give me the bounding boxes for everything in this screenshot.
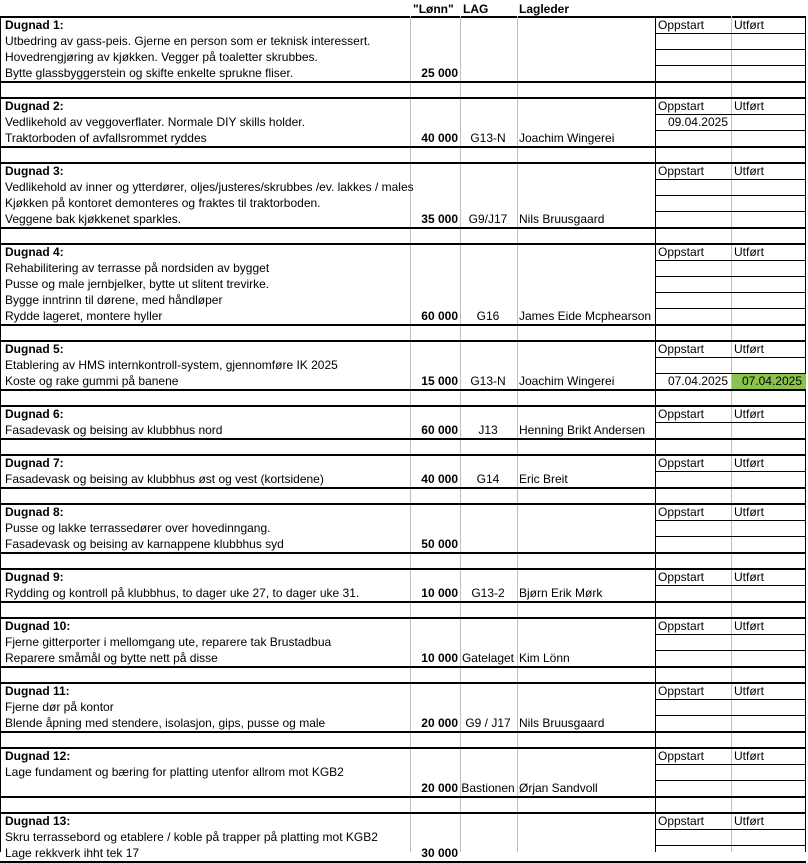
oppstart-label: Oppstart [658, 99, 705, 113]
header-lonn: "Lønn" [413, 2, 454, 16]
dugnad-title: Dugnad 3: [5, 164, 64, 178]
lag-value: G16 [476, 309, 500, 323]
utfort-date [732, 308, 806, 324]
dugnad-bottom-border [0, 227, 806, 229]
dugnad-title: Dugnad 11: [5, 684, 70, 698]
dugnad-task-line: Fjerne gitterporter i mellomgang ute, reparere tak Brustadbua [5, 635, 332, 649]
dugnad-line-row [0, 357, 808, 373]
dugnad-title-row [0, 341, 808, 357]
status-box-line [656, 536, 806, 537]
lagleder-value: Joachim Wingerei [519, 131, 615, 145]
dugnad-bottom-border [0, 389, 806, 391]
oppstart-label: Oppstart [658, 684, 705, 698]
dugnad-line-row [0, 650, 808, 666]
status-box-line [656, 780, 806, 781]
utfort-label: Utført [734, 245, 764, 259]
lonn-value: 25 000 [421, 66, 458, 80]
dugnad-line-row [0, 845, 808, 861]
dugnad-task-line: Lage fundament og bæring for platting utenfor allrom mot KGB2 [5, 765, 344, 779]
header-row [0, 1, 808, 17]
status-box-line [656, 130, 806, 131]
dugnad-bottom-border [0, 552, 806, 554]
utfort-label: Utført [734, 407, 764, 421]
status-box-line [656, 114, 806, 115]
dugnad-bottom-border [0, 146, 806, 148]
dugnad-title: Dugnad 7: [5, 456, 64, 470]
utfort-date [732, 211, 806, 227]
dugnad-task-line: Traktorboden of avfallsrommet ryddes [5, 131, 207, 145]
dugnad-title: Dugnad 8: [5, 505, 64, 519]
dugnad-task-line: Etablering av HMS internkontroll-system, gjennomføre IK 2025 [5, 358, 338, 372]
lag-value: G9 / J17 [465, 716, 511, 730]
utfort-date [732, 585, 806, 601]
dugnad-line-row [0, 829, 808, 845]
utfort-label: Utført [734, 570, 764, 584]
lag-value: G14 [476, 472, 500, 486]
lag-value [460, 65, 516, 81]
lonn-value: 20 000 [421, 781, 458, 795]
utfort-label: Utført [734, 749, 764, 763]
status-box-line [656, 357, 806, 358]
lagleder-value: Nils Bruusgaard [519, 716, 605, 730]
status-box-line [656, 422, 806, 423]
dugnad-bottom-border [0, 438, 806, 440]
lonn-value: 30 000 [421, 846, 458, 860]
lag-value: J13 [478, 423, 498, 437]
utfort-date: 07.04.2025 [732, 373, 806, 389]
status-box-line [656, 829, 806, 830]
lagleder-value: Ørjan Sandvoll [519, 781, 598, 795]
dugnad-title-row [0, 163, 808, 179]
status-box-line [656, 33, 806, 34]
dugnad-line-row [0, 699, 808, 715]
dugnad-bottom-border [0, 796, 806, 798]
oppstart-label: Oppstart [658, 18, 705, 32]
dugnad-title: Dugnad 1: [5, 18, 64, 32]
oppstart-label: Oppstart [658, 570, 705, 584]
status-box-line [656, 699, 806, 700]
utfort-date [732, 422, 806, 438]
lagleder-value: Eric Breit [519, 472, 568, 486]
lonn-value: 40 000 [421, 131, 458, 145]
dugnad-line-row [0, 179, 808, 195]
oppstart-label: Oppstart [658, 342, 705, 356]
dugnad-task-line: Rehabilitering av terrasse på nordsiden av bygget [5, 261, 270, 275]
dugnad-line-row [0, 49, 808, 65]
status-box-line [656, 650, 806, 651]
lonn-value: 60 000 [421, 309, 458, 323]
status-box-line [656, 585, 806, 586]
dugnad-task-line: Bygge inntrinn til dørene, med håndløper [5, 293, 223, 307]
dugnad-title: Dugnad 2: [5, 99, 64, 113]
lagleder-value: Kim Lönn [519, 651, 570, 665]
dugnad-bottom-border [0, 601, 806, 603]
utfort-date [732, 650, 806, 666]
lag-value [460, 845, 516, 861]
utfort-label: Utført [734, 18, 764, 32]
dugnad-bottom-border [0, 487, 806, 489]
dugnad-line-row [0, 114, 808, 130]
dugnad-title-row [0, 98, 808, 114]
oppstart-date [656, 536, 732, 552]
dugnad-task-line: Vedlikehold av veggoverflater. Normale DIY skills holder. [5, 115, 305, 129]
oppstart-date [656, 650, 732, 666]
dugnad-line-row [0, 520, 808, 536]
dugnad-line-row [0, 536, 808, 552]
status-box-line [656, 65, 806, 66]
lag-value: G13-2 [471, 586, 505, 600]
utfort-label: Utført [734, 814, 764, 828]
lonn-value: 20 000 [421, 716, 458, 730]
dugnad-line-row [0, 308, 808, 324]
oppstart-date [656, 308, 732, 324]
oppstart-date [656, 845, 732, 861]
dugnad-title-row [0, 17, 808, 33]
utfort-date [732, 65, 806, 81]
dugnad-title-row [0, 569, 808, 585]
lonn-value: 10 000 [421, 651, 458, 665]
dugnad-title-row [0, 504, 808, 520]
dugnad-title-row [0, 455, 808, 471]
dugnad-task-line: Koste og rake gummi på banene [5, 374, 179, 388]
lonn-value: 35 000 [421, 212, 458, 226]
lonn-value: 15 000 [421, 374, 458, 388]
dugnad-title-row [0, 813, 808, 829]
status-box-line [656, 292, 806, 293]
oppstart-date: 09.04.2025 [667, 115, 728, 129]
oppstart-label: Oppstart [658, 505, 705, 519]
dugnad-title-row [0, 748, 808, 764]
dugnad-line-row [0, 585, 808, 601]
dugnad-line-row [0, 422, 808, 438]
dugnad-bottom-border [0, 731, 806, 733]
dugnad-title: Dugnad 10: [5, 619, 71, 633]
dugnad-task-line: Lage rekkverk ihht tek 17 [5, 846, 140, 860]
utfort-date [732, 845, 806, 861]
dugnad-task-line: Skru terrassebord og etablere / koble på trapper på platting mot KGB2 [5, 830, 378, 844]
dugnad-task-line: Kjøkken på kontoret demonteres og fraktes til traktorboden. [5, 196, 321, 210]
lagleder-value: Nils Bruusgaard [519, 212, 605, 226]
utfort-label: Utført [734, 505, 764, 519]
status-box-line [656, 179, 806, 180]
status-box-line [656, 211, 806, 212]
dugnad-title: Dugnad 6: [5, 407, 64, 421]
dugnad-bottom-border [0, 666, 806, 668]
dugnad-task-line: Utbedring av gass-peis. Gjerne en person som er teknisk interessert. [5, 34, 371, 48]
dugnad-line-row [0, 211, 808, 227]
status-box-line [656, 520, 806, 521]
dugnad-line-row [0, 471, 808, 487]
dugnad-title-row [0, 244, 808, 260]
oppstart-label: Oppstart [658, 456, 705, 470]
status-box-line [656, 195, 806, 196]
dugnad-task-line: Hovedrengjøring av kjøkken. Vegger på toaletter skrubbes. [5, 50, 318, 64]
dugnad-title-row [0, 406, 808, 422]
dugnad-task-line: Bytte glassbyggerstein og skifte enkelte sprukne fliser. [5, 66, 294, 80]
dugnad-title: Dugnad 5: [5, 342, 64, 356]
oppstart-date [656, 65, 732, 81]
dugnad-task-line: Pusse og lakke terrassedører over hovedinngang. [5, 521, 271, 535]
lag-value: Bastionen [461, 781, 515, 795]
lagleder-value: Joachim Wingerei [519, 374, 615, 388]
status-box-line [656, 471, 806, 472]
dugnad-task-line: Vedlikehold av inner og ytterdører, oljes/justeres/skrubbes /ev. lakkes / males [5, 180, 414, 194]
dugnad-task-line: Rydde lageret, montere hyller [5, 309, 163, 323]
status-box-line [656, 764, 806, 765]
oppstart-label: Oppstart [658, 814, 705, 828]
dugnad-line-row [0, 780, 808, 796]
dugnad-task-line: Veggene bak kjøkkenet sparkles. [5, 212, 182, 226]
dugnad-bottom-border [0, 81, 806, 83]
oppstart-date [656, 422, 732, 438]
utfort-date [732, 715, 806, 731]
lonn-value: 50 000 [421, 537, 458, 551]
dugnad-task-line: Reparere småmål og bytte nett på disse [5, 651, 218, 665]
lag-value: G13-N [470, 131, 506, 145]
dugnad-task-line: Fasadevask og beising av karnappene klubbhus syd [5, 537, 284, 551]
dugnad-title: Dugnad 4: [5, 245, 64, 259]
dugnad-title: Dugnad 13: [5, 814, 71, 828]
status-box-line [656, 634, 806, 635]
dugnad-line-row [0, 65, 808, 81]
dugnad-task-line: Fasadevask og beising av klubbhus øst og vest (kortsidene) [5, 472, 324, 486]
utfort-date [732, 471, 806, 487]
lag-value: G9/J17 [468, 212, 508, 226]
dugnad-line-row [0, 195, 808, 211]
dugnad-line-row [0, 764, 808, 780]
header-lag: LAG [463, 2, 489, 16]
dugnad-title-row [0, 618, 808, 634]
dugnad-line-row [0, 715, 808, 731]
lonn-value: 10 000 [421, 586, 458, 600]
utfort-label: Utført [734, 684, 764, 698]
lag-value: G13-N [470, 374, 506, 388]
oppstart-date [656, 715, 732, 731]
oppstart-date: 07.04.2025 [667, 374, 728, 388]
status-box-line [656, 373, 806, 374]
dugnad-line-row [0, 634, 808, 650]
lag-value [460, 536, 516, 552]
oppstart-label: Oppstart [658, 619, 705, 633]
status-box-line [656, 49, 806, 50]
dugnad-line-row [0, 373, 808, 389]
lag-value: Gatelaget [461, 651, 515, 665]
dugnad-line-row [0, 292, 808, 308]
lonn-value: 40 000 [421, 472, 458, 486]
oppstart-date [656, 780, 732, 796]
dugnad-task-line: Rydding og kontroll på klubbhus, to dager uke 27, to dager uke 31. [5, 586, 360, 600]
dugnad-title: Dugnad 12: [5, 749, 71, 763]
dugnad-task-line: Blende åpning med stendere, isolasjon, gips, pusse og male [5, 716, 326, 730]
status-box-line [656, 276, 806, 277]
dugnad-task-line: Fjerne dør på kontor [5, 700, 114, 714]
oppstart-label: Oppstart [658, 749, 705, 763]
oppstart-label: Oppstart [658, 245, 705, 259]
status-box-line [656, 308, 806, 309]
lagleder-value: James Eide Mcphearson [519, 309, 652, 323]
dugnad-bottom-border [0, 324, 806, 326]
status-box-line [656, 260, 806, 261]
oppstart-date [656, 211, 732, 227]
status-box-line [656, 845, 806, 846]
utfort-label: Utført [734, 619, 764, 633]
dugnad-line-row [0, 33, 808, 49]
oppstart-label: Oppstart [658, 164, 705, 178]
utfort-label: Utført [734, 99, 764, 113]
dugnad-task-line: Fasadevask og beising av klubbhus nord [5, 423, 223, 437]
utfort-label: Utført [734, 342, 764, 356]
lagleder-value: Bjørn Erik Mørk [519, 586, 603, 600]
utfort-date [732, 780, 806, 796]
header-lagleder: Lagleder [519, 2, 570, 16]
dugnad-line-row [0, 276, 808, 292]
lonn-value: 60 000 [421, 423, 458, 437]
utfort-label: Utført [734, 164, 764, 178]
oppstart-date [656, 471, 732, 487]
utfort-date [732, 536, 806, 552]
oppstart-label: Oppstart [658, 407, 705, 421]
dugnad-line-row [0, 260, 808, 276]
oppstart-date [656, 585, 732, 601]
dugnad-task-line: Pusse og male jernbjelker, bytte ut slitent trevirke. [5, 277, 270, 291]
dugnad-line-row [0, 130, 808, 146]
dugnad-title-row [0, 683, 808, 699]
dugnad-title: Dugnad 9: [5, 570, 64, 584]
status-box-line [656, 715, 806, 716]
lagleder-value: Henning Brikt Andersen [519, 423, 646, 437]
utfort-label: Utført [734, 456, 764, 470]
